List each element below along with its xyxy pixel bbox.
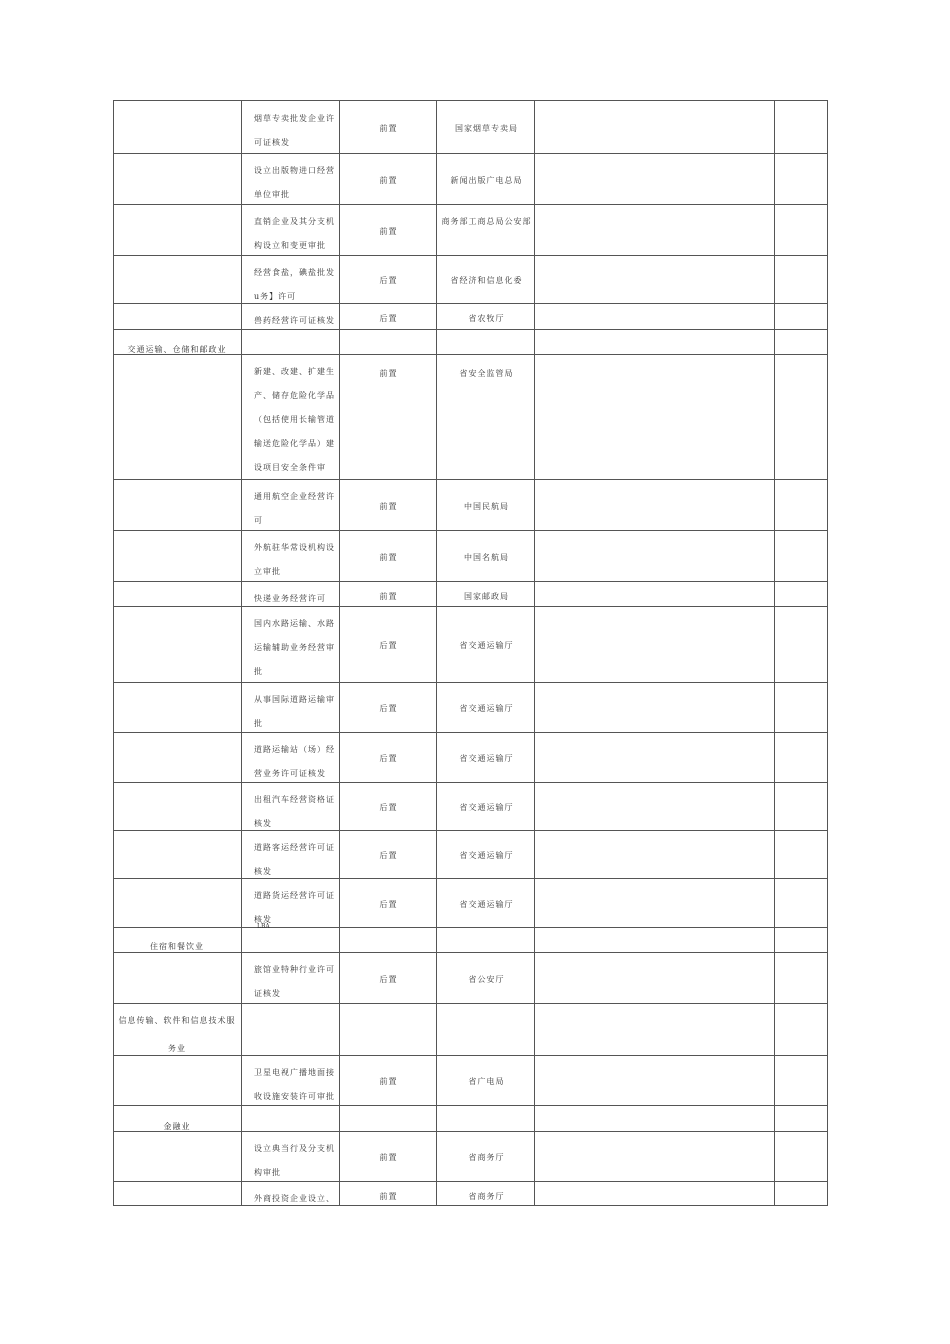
department-cell: 中国民航局	[464, 501, 509, 511]
row-divider	[114, 927, 827, 928]
department-cell: 省交通运输厅	[459, 704, 514, 713]
column-divider	[534, 101, 535, 1205]
permit-name-cell: 旅馆业特种行业许可证核发	[254, 965, 335, 998]
row-divider	[114, 153, 827, 154]
column-divider	[774, 101, 775, 1205]
permit-name-cell: 国内水路运输、水路运输辅助业务经营审批	[254, 619, 335, 676]
industry-name-cell: 住宿和餐饮业	[150, 942, 204, 951]
industry-name-cell: 交通运输、仓储和邮政业	[127, 345, 227, 354]
department-cell: 省交通运输厅	[459, 851, 514, 860]
department-cell: 省交通运输厅	[459, 754, 514, 763]
permit-type-cell: 前置	[379, 226, 398, 236]
permit-type-cell: 前置	[379, 369, 398, 378]
department-cell: 省公安厅	[468, 974, 505, 984]
permit-type-cell: 前置	[379, 124, 398, 133]
permit-name-cell: 从事国际道路运输审批	[254, 695, 335, 728]
row-divider	[114, 782, 827, 783]
permit-name-cell: 卫星电视广播地面接收设施安装许可审批	[254, 1068, 335, 1101]
industry-name-cell: 金融业	[163, 1122, 191, 1131]
row-divider	[114, 479, 827, 480]
permits-table	[113, 100, 828, 1206]
permit-type-cell: 后置	[379, 974, 398, 984]
permit-type-cell: 前置	[379, 501, 398, 511]
permit-type-cell: 前置	[379, 1192, 398, 1201]
department-cell: 中国名航局	[464, 552, 509, 562]
department-cell: 省商务厅	[468, 1192, 505, 1201]
department-cell: 新闻出版广电总局	[450, 175, 523, 185]
department-cell: 商务部工商总局公安部	[441, 217, 532, 226]
permit-name-cell: 道路客运经营许可证核发	[254, 843, 335, 876]
row-divider	[114, 830, 827, 831]
row-divider	[114, 581, 827, 582]
permit-type-cell: 前置	[379, 1077, 398, 1086]
permit-name-cell: 道路运输站（场）经营业务许可证核发	[254, 745, 335, 778]
permit-type-cell: 前置	[379, 592, 398, 601]
permit-name-cell: 快递业务经营许可	[254, 594, 326, 603]
column-divider	[241, 101, 242, 1205]
permit-name-cell: 外商投资企业设立、	[254, 1194, 335, 1203]
permit-type-cell: 后置	[379, 276, 398, 285]
stray-mark: LBA	[257, 923, 270, 930]
permit-name-cell: 设立出版物进口经营单位审批	[254, 166, 335, 199]
row-divider	[114, 878, 827, 879]
row-divider	[114, 255, 827, 256]
department-cell: 省农牧厅	[468, 314, 505, 323]
column-divider	[339, 101, 340, 1205]
permit-name-cell: 新建、改建、扩建生产、储存危险化学品（包括使用长输管道输送危险化学品）建设项目安全条件审	[254, 367, 335, 472]
permit-type-cell: 后置	[379, 641, 398, 650]
column-divider	[436, 101, 437, 1205]
department-cell: 省交通运输厅	[459, 641, 514, 650]
permit-type-cell: 前置	[379, 175, 398, 185]
row-divider	[114, 530, 827, 531]
industry-name-cell: 信息传输、软件和信息技术服务业	[118, 1016, 236, 1053]
row-divider	[114, 303, 827, 304]
row-divider	[114, 204, 827, 205]
permit-name-cell: 出租汽车经营资格证核发	[254, 795, 335, 828]
permit-type-cell: 后置	[379, 754, 398, 763]
department-cell: 省交通运输厅	[459, 899, 514, 909]
permit-type-cell: 后置	[379, 803, 398, 812]
department-cell: 省交通运输厅	[459, 803, 514, 812]
permit-name-cell: 通用航空企业经营许可	[254, 492, 335, 525]
permit-name-cell: 直销企业及其分支机构设立和变更审批	[254, 217, 335, 250]
row-divider	[114, 1181, 827, 1182]
department-cell: 省经济和信息化委	[450, 276, 523, 285]
permit-name-cell: 设立典当行及分支机构审批	[254, 1144, 335, 1177]
permit-name-cell: 烟草专卖批发企业许可证核发	[254, 114, 335, 147]
department-cell: 省广电局	[468, 1077, 505, 1086]
permit-type-cell: 前置	[379, 552, 398, 562]
row-divider	[114, 682, 827, 683]
permit-type-cell: 后置	[379, 704, 398, 713]
permit-type-cell: 前置	[379, 1153, 398, 1162]
permit-name-cell: 外航驻华常设机构设立审批	[254, 543, 335, 576]
row-divider	[114, 1105, 827, 1106]
department-cell: 省商务厅	[468, 1153, 505, 1162]
row-divider	[114, 732, 827, 733]
row-divider	[114, 1003, 827, 1004]
department-cell: 国家邮政局	[464, 592, 509, 601]
permit-name-cell: 兽药经营许可证核发	[254, 316, 335, 325]
permit-type-cell: 后置	[379, 851, 398, 860]
permit-name-cell: 经营食盐，碘盐批发u务】许可	[254, 268, 335, 301]
permit-type-cell: 后置	[379, 899, 398, 909]
department-cell: 省安全监管局	[459, 369, 514, 378]
permit-type-cell: 后置	[379, 314, 398, 323]
department-cell: 国家烟草专卖局	[455, 124, 518, 133]
permit-name-cell: 道路货运经营许可证核发	[254, 891, 335, 924]
